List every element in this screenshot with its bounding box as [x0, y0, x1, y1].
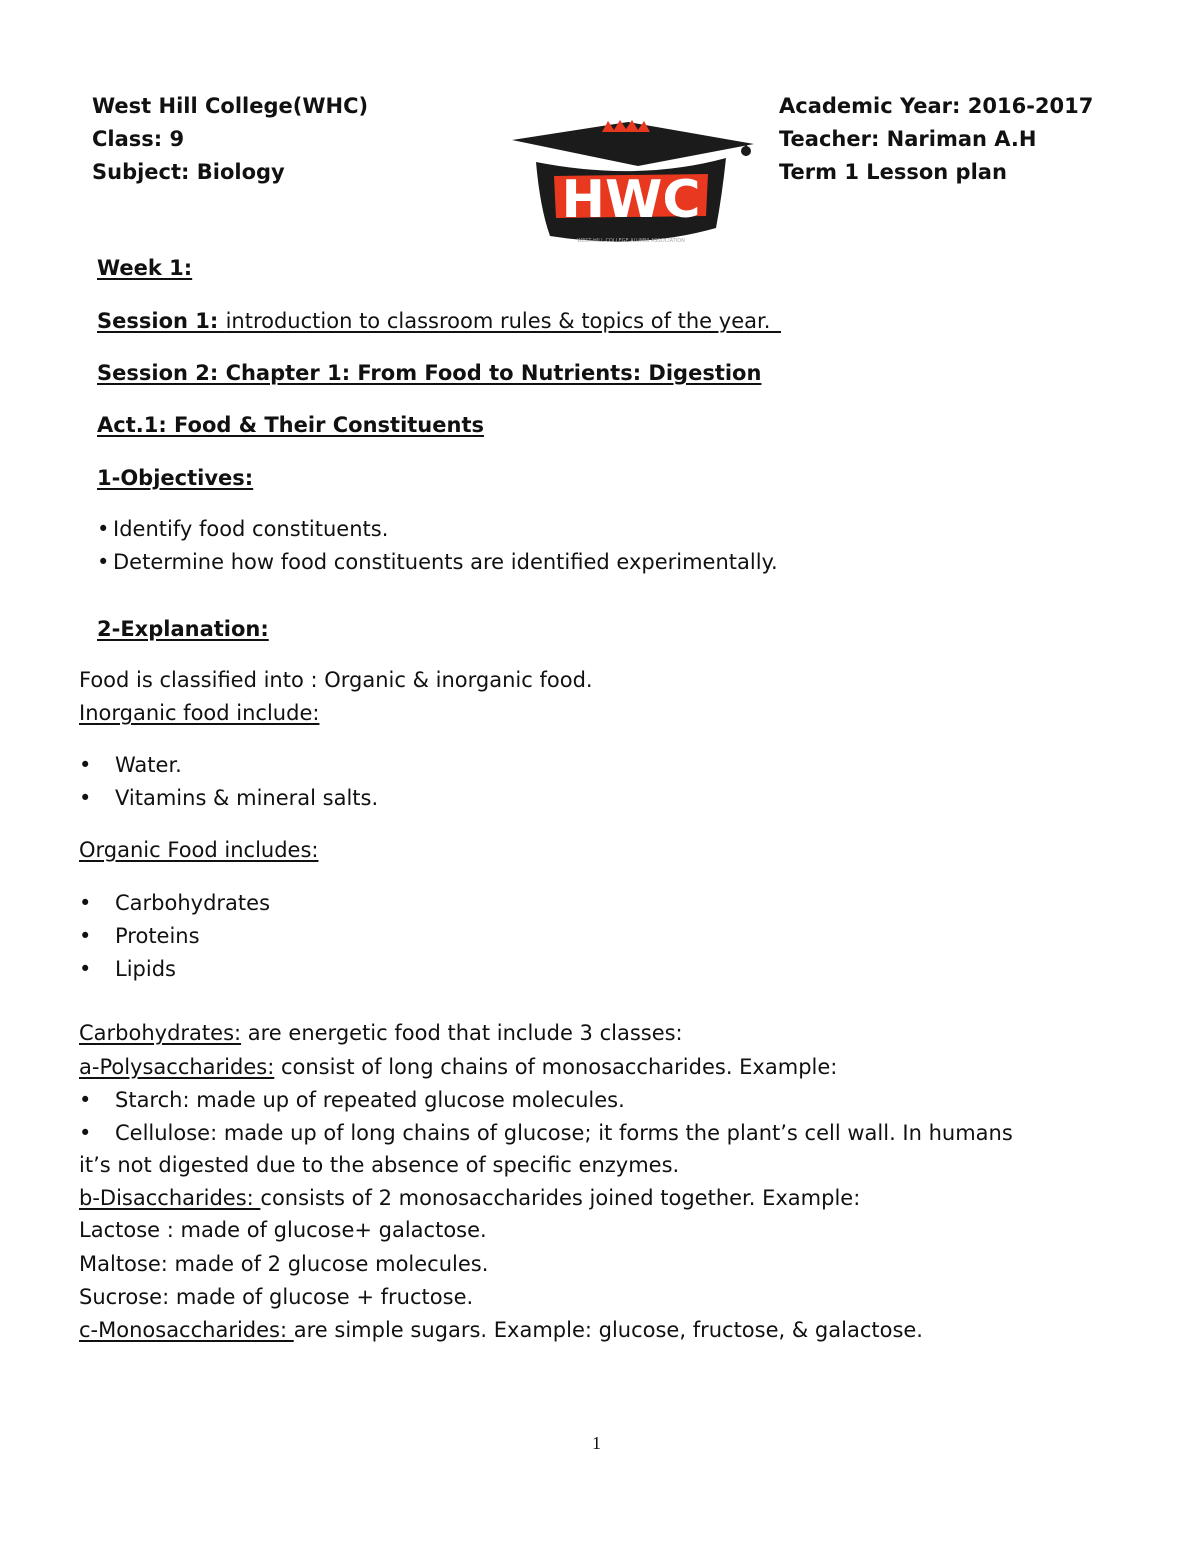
disaccharide-example: Lactose : made of glucose+ galactose. — [79, 1218, 487, 1242]
session-2-heading: Session 2: Chapter 1: From Food to Nutrients: Digestion — [97, 361, 762, 385]
subject-line: Subject: Biology — [92, 160, 285, 184]
bullet-icon: • — [79, 957, 92, 981]
bullet-icon: • — [97, 517, 110, 541]
explanation-heading: 2-Explanation: — [97, 617, 269, 641]
college-logo — [510, 118, 760, 250]
polysaccharides-line: a-Polysaccharides: consist of long chains of monosaccharides. Example: — [79, 1055, 838, 1079]
organic-item: • Lipids — [79, 957, 176, 981]
header-right — [779, 90, 1093, 189]
bullet-icon: • — [79, 924, 92, 948]
objectives-heading: 1-Objectives: — [97, 466, 254, 490]
cellulose-continuation: it’s not digested due to the absence of specific enzymes. — [79, 1153, 680, 1177]
inorganic-item: • Water. — [79, 753, 182, 777]
monosaccharides-line: c-Monosaccharides: are simple sugars. Example: glucose, fructose, & galactose. — [79, 1318, 923, 1342]
bullet-icon: • — [79, 786, 92, 810]
bullet-icon: • — [79, 753, 92, 777]
organic-heading: Organic Food includes: — [79, 838, 319, 862]
polysaccharide-item: • Cellulose: made up of long chains of glucose; it forms the plant’s cell wall. In humans — [79, 1121, 1013, 1145]
class-line: Class: 9 — [92, 127, 185, 151]
organic-item: • Proteins — [79, 924, 200, 948]
objective-item: • Identify food constituents. — [97, 517, 389, 541]
objective-item: • Determine how food constituents are identified experimentally. — [97, 550, 778, 574]
polysaccharide-item: • Starch: made up of repeated glucose molecules. — [79, 1088, 625, 1112]
header-left — [92, 90, 368, 189]
inorganic-item: • Vitamins & mineral salts. — [79, 786, 379, 810]
food-classification: Food is classified into : Organic & inorganic food. — [79, 668, 593, 692]
week-heading: Week 1: — [97, 256, 193, 280]
bullet-icon: • — [79, 1088, 92, 1112]
bullet-icon: • — [97, 550, 110, 574]
carbohydrates-line: Carbohydrates: are energetic food that include 3 classes: — [79, 1021, 683, 1045]
academic-year-line: Academic Year: 2016-2017 — [779, 94, 1094, 118]
disaccharides-line: b-Disaccharides: consists of 2 monosaccharides joined together. Example: — [79, 1186, 861, 1210]
activity-heading: Act.1: Food & Their Constituents — [97, 413, 484, 437]
session-1-line: Session 1: introduction to classroom rules & topics of the year._ — [97, 309, 781, 333]
disaccharide-example: Sucrose: made of glucose + fructose. — [79, 1285, 474, 1309]
organic-item: • Carbohydrates — [79, 891, 271, 915]
bullet-icon: • — [79, 891, 92, 915]
bullet-icon: • — [79, 1121, 92, 1145]
page-number: 1 — [592, 1433, 601, 1453]
logo-text: HWC — [561, 170, 701, 230]
logo-ring-text: WEST HILL COLLEGE ALUMNI ASSOCIATION — [577, 238, 685, 244]
term-line: Term 1 Lesson plan — [779, 160, 1007, 184]
school-name: West Hill College(WHC) — [92, 94, 369, 118]
disaccharide-example: Maltose: made of 2 glucose molecules. — [79, 1252, 489, 1276]
inorganic-heading: Inorganic food include: — [79, 701, 320, 725]
teacher-line: Teacher: Nariman A.H — [779, 127, 1037, 151]
